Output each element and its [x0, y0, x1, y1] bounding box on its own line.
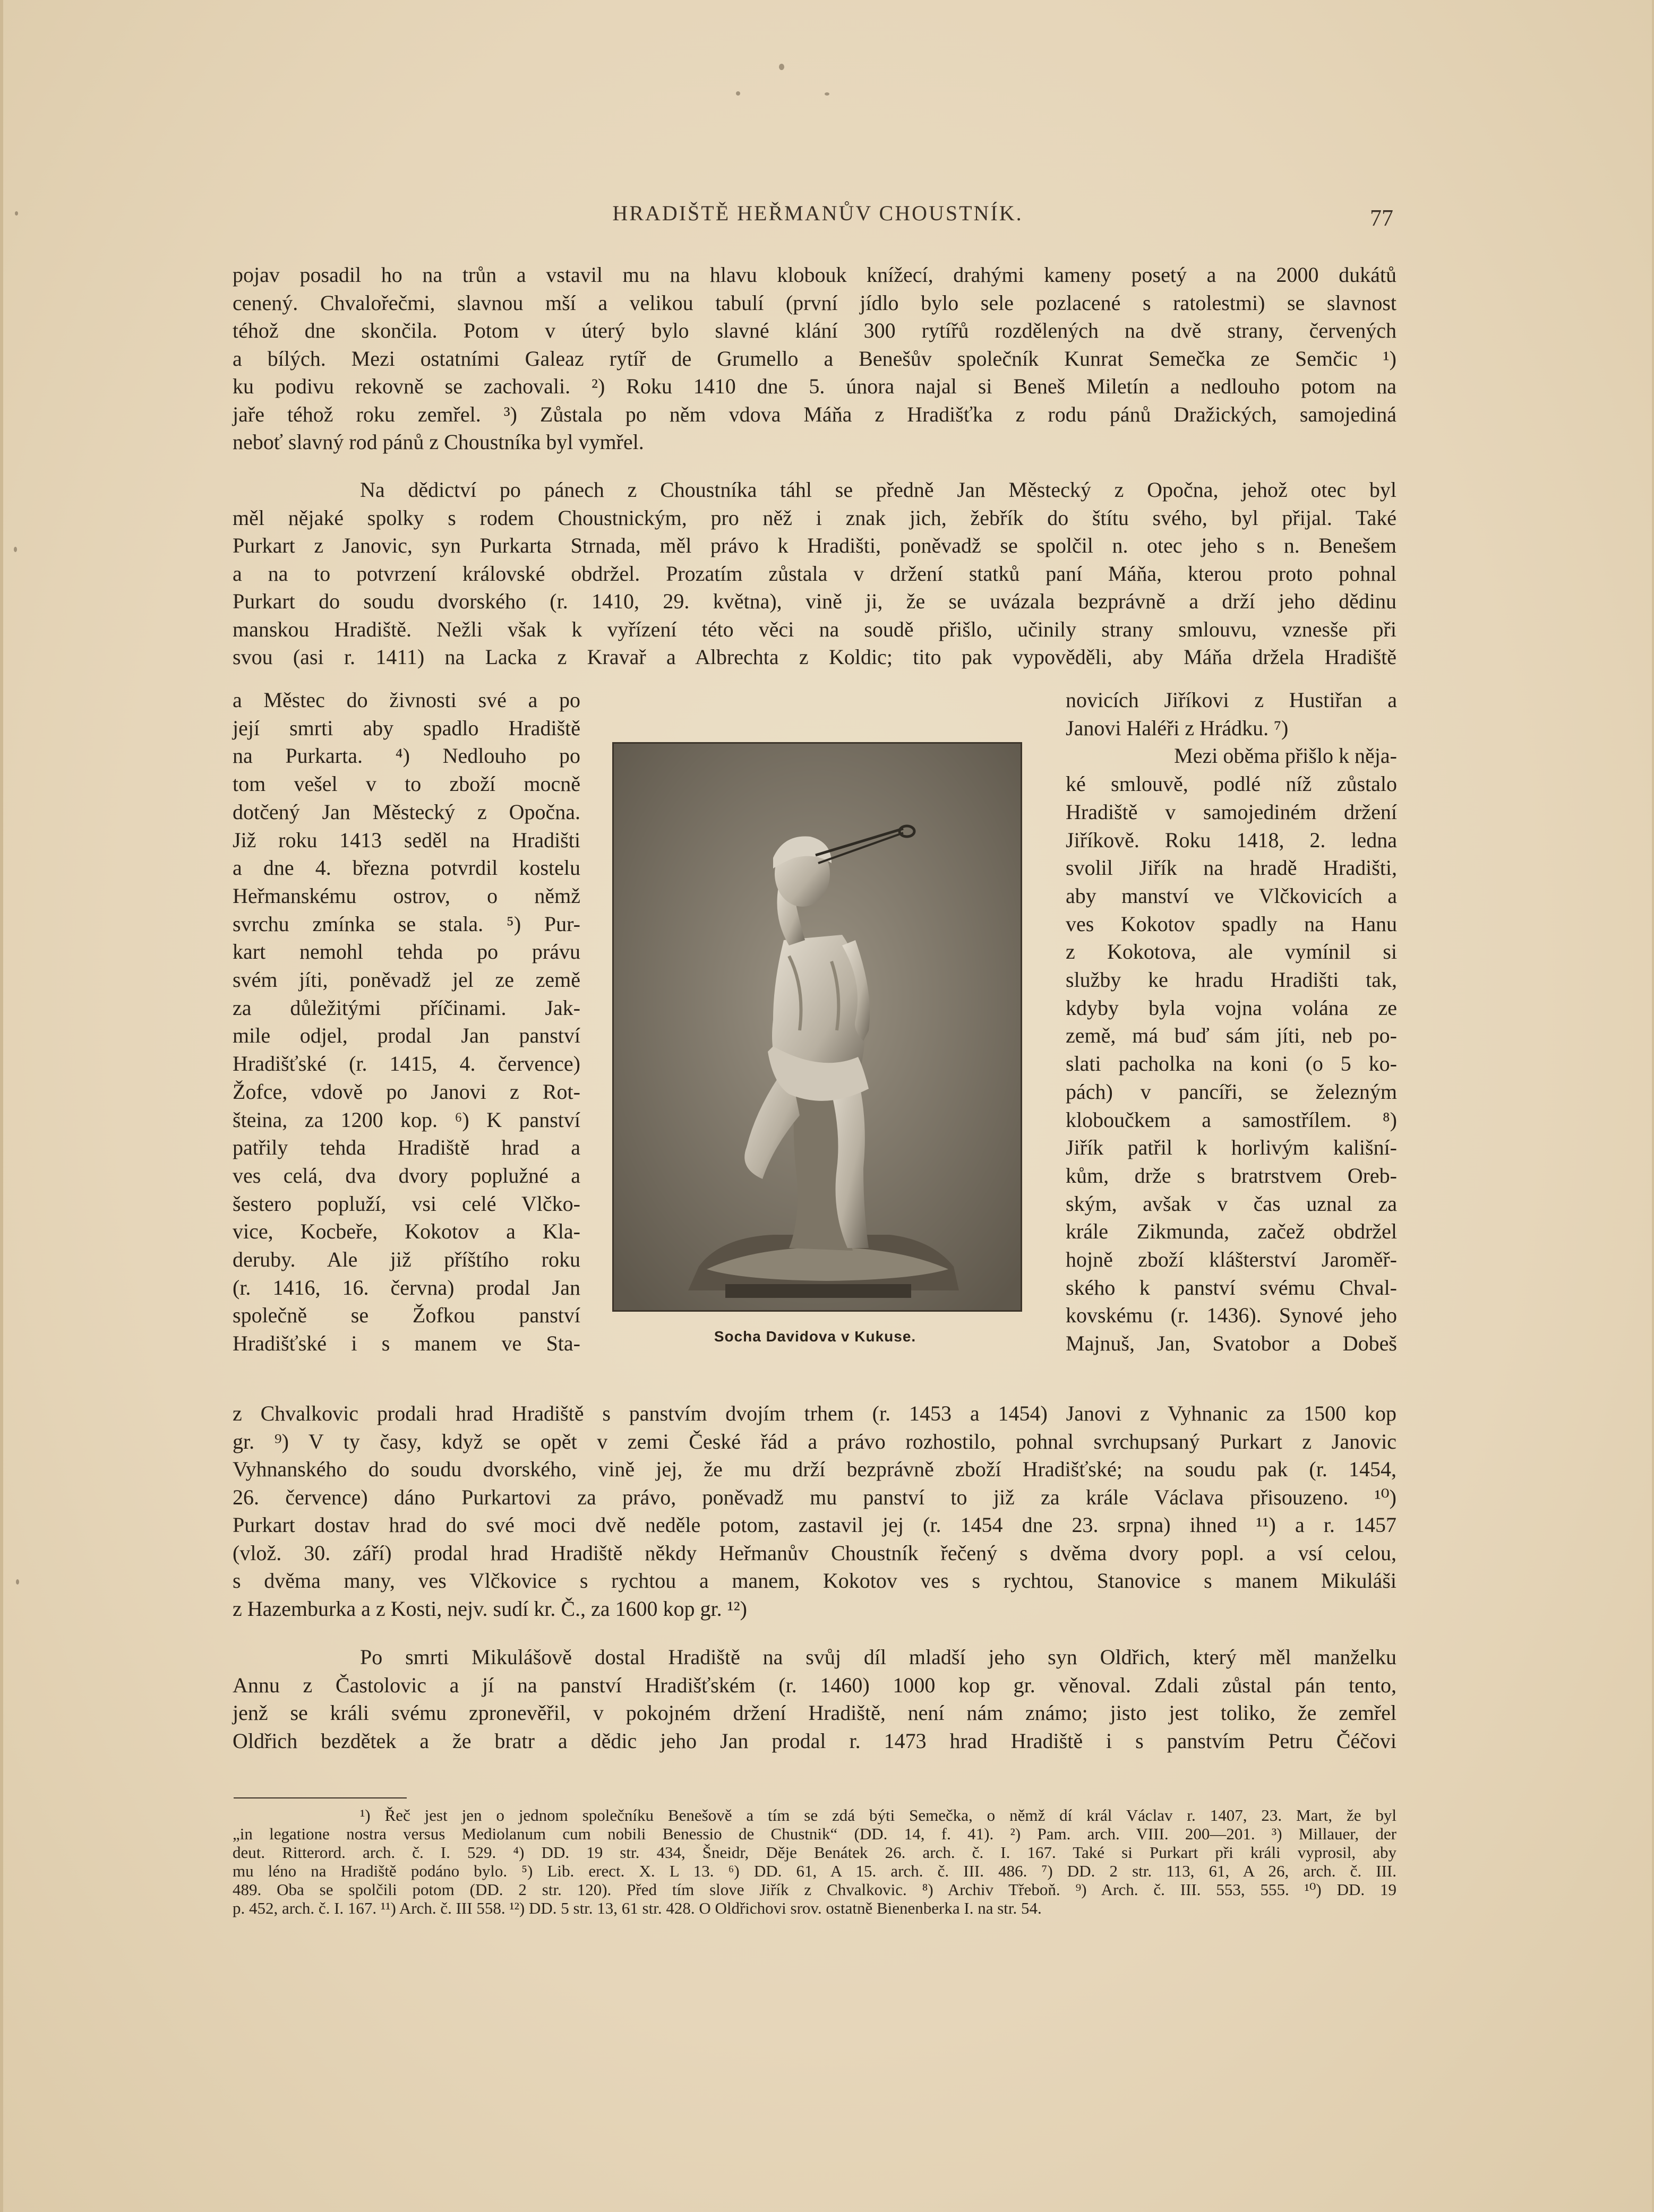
text-line: svrchu zmínka se stala. ⁵) Pur-	[233, 911, 580, 936]
text-line: hojně zboží klášterství Jaroměř-	[1066, 1247, 1397, 1272]
text-line: ku podivu rekovně se zachovali. ²) Roku 1410 dne 5. února najal si Beneš Miletín a nedlouho potom na	[233, 374, 1396, 398]
text-line: z Kokotova, ale vymínil si	[1066, 940, 1397, 964]
text-line: svolil Jiřík na hradě Hradišti,	[1066, 856, 1397, 880]
text-line: (r. 1416, 16. června) prodal Jan	[233, 1275, 580, 1299]
text-line: jenž se králi svému zpronevěřil, v pokojném držení Hradiště, není nám známo; jisto jest toliko, že zemřel	[233, 1701, 1396, 1725]
text-line: Janovi Haléři z Hrádku. ⁷)	[1066, 716, 1289, 740]
text-line: a na to potvrzení královské obdržel. Prozatím zůstala v držení statků paní Máňa, kterou proto pohnal	[233, 561, 1396, 586]
page-edge-left	[0, 0, 3, 2212]
text-line: a bílých. Mezi ostatními Galeaz rytíř de Grumello a Benešův společník Kunrat Semečka ze Semčic ¹)	[233, 346, 1396, 371]
paper-speck	[825, 92, 829, 96]
text-line: z Hazemburka a z Kosti, nejv. sudí kr. Č., za 1600 kop gr. ¹²)	[233, 1596, 747, 1621]
text-line: Oldřich bezdětek a že bratr a dědic jeho Jan prodal r. 1473 hrad Hradiště i s panstvím Petru Čéčovi	[233, 1728, 1396, 1753]
paper-speck	[779, 64, 784, 70]
footnote-divider	[234, 1797, 407, 1798]
text-line: kdyby byla vojna volána ze	[1066, 995, 1397, 1020]
text-line: téhož dne skončila. Potom v úterý bylo slavné klání 300 rytířů rozdělených na dvě strany, červených	[233, 319, 1396, 342]
text-line: Jiřík patřil k horlivým kališní-	[1066, 1135, 1397, 1160]
text-line: Purkart z Janovic, syn Purkarta Strnada, měl právo k Hradišti, poněvadž se spolčil n. otec jeho s n. Benešem	[233, 533, 1396, 557]
text-line: šestero popluží, vsi celé Vlčko-	[233, 1191, 580, 1216]
text-line: cenený. Chvalořečmi, slavnou mší a velikou tabulí (první jídlo bylo sele pozlacené s ratolestmi) se slavnost	[233, 290, 1396, 315]
text-line: manskou Hradiště. Nežli však k vyřízení této věci na soudě přišlo, učinily strany smlouvu, vznesše při	[233, 617, 1396, 641]
figure-caption: Socha Davidova v Kukuse.	[714, 1328, 916, 1345]
text-line: kloboučkem a samostřílem. ⁸)	[1066, 1107, 1397, 1132]
text-line: slati pacholka na koni (o 5 ko-	[1066, 1052, 1397, 1076]
text-line: pojav posadil ho na trůn a vstavil mu na hlavu klobouk knížecí, drahými kameny posetý a na 2000 dukátů	[233, 263, 1396, 287]
text-line: Heřmanskému ostrov, o němž	[233, 883, 580, 908]
paragraph-2	[233, 476, 1396, 672]
text-line: z Chvalkovic prodali hrad Hradiště s panstvím dvojím trhem (r. 1453 a 1454) Janovi z Vyhnanic za 1500 kop	[233, 1401, 1396, 1425]
text-line: ves Kokotov spadly na Hanu	[1066, 911, 1397, 936]
paper-speck	[15, 211, 18, 216]
text-line: ves celá, dva dvory poplužné a	[233, 1163, 580, 1187]
running-head: HRADIŠTĚ HEŘMANŮV CHOUSTNÍK.	[612, 201, 1023, 225]
paragraph-4	[233, 1643, 1396, 1755]
paper-speck	[736, 91, 740, 96]
text-line: s dvěma many, ves Vlčkovice s rychtou a manem, Kokotov ves s rychtou, Stanovice s manem Mikuláši	[233, 1569, 1396, 1593]
text-line: Již roku 1413 seděl na Hradišti	[233, 828, 580, 852]
page-edge-right	[1652, 0, 1654, 2212]
right-column	[1066, 686, 1397, 1358]
text-line: kům, drže s bratrstvem Oreb-	[1066, 1163, 1397, 1187]
text-line: společně se Žofkou panství	[233, 1303, 580, 1328]
text-line: Purkart do soudu dvorského (r. 1410, 29. května), vině ji, že se uvázala bezprávně a drží jeho dědinu	[233, 589, 1396, 613]
text-line: země, má buď sám jíti, neb po-	[1066, 1023, 1397, 1048]
text-line: aby manství ve Vlčkovicích a	[1066, 883, 1397, 908]
text-line: za důležitými příčinami. Jak-	[233, 995, 580, 1020]
paragraph-3	[233, 1400, 1396, 1623]
text-line: 26. července) dáno Purkartovi za právo, poněvadž mu panství to již za krále Václava přisouzeno. ¹⁰)	[233, 1485, 1396, 1509]
text-line: Žofce, vdově po Janovi z Rot-	[233, 1079, 580, 1104]
text-line: na Purkarta. ⁴) Nedlouho po	[233, 744, 580, 768]
text-line: svém jíti, poněvadž jel ze země	[233, 968, 580, 992]
text-line: Annu z Častolovic a jí na panství Hradišťském (r. 1460) 1000 kop gr. věnoval. Zdali zůstal pán tento,	[233, 1673, 1396, 1697]
text-line: a Městec do živnosti své a po	[233, 688, 580, 712]
text-line: svou (asi r. 1411) na Lacka z Kravař a Albrechta z Koldic; tito pak vypověděli, aby Máňa držela Hradiště	[233, 645, 1396, 669]
text-line: ského k panství svému Chval-	[1066, 1275, 1397, 1299]
footnote-line: mu léno na Hradiště podáno bylo. ⁵) Lib. erect. X. L 13. ⁶) DD. 61, A 15. arch. č. III. 486. ⁷) DD. 2 str. 113, 61, A 26, arch. č. III.	[233, 1862, 1396, 1880]
text-line: mile odjel, prodal Jan panství	[233, 1023, 580, 1048]
paper-speck	[14, 547, 17, 552]
page-number: 77	[1370, 205, 1393, 231]
footnote-line: „in legatione nostra versus Mediolanum cum nobili Benessio de Chustnik“ (DD. 14, f. 41). ²) Pam. arch. VIII. 200—201. ³) Millauer, der	[233, 1824, 1396, 1843]
footnote-line: p. 452, arch. č. I. 167. ¹¹) Arch. č. III 558. ¹²) DD. 5 str. 13, 61 str. 428. O Oldřichovi srov. ostatně Bienenberka I. na str. 54.	[233, 1899, 1042, 1917]
footnote-line: 489. Oba se spolčili potom (DD. 2 str. 120). Před tím slove Jiřík z Chvalkovic. ⁸) Archiv Třeboň. ⁹) Arch. č. III. 553, 555. ¹⁰) DD. 19	[233, 1880, 1396, 1899]
text-line: Po smrti Mikulášově dostal Hradiště na svůj díl mladší jeho syn Oldřich, který měl manželku	[360, 1645, 1396, 1669]
text-line: patřily tehda Hradiště hrad a	[233, 1135, 580, 1160]
text-line: jaře téhož roku zemřel. ³) Zůstala po něm vdova Máňa z Hradišťka z rodu pánů Dražických, samojediná	[233, 402, 1396, 426]
text-line: gr. ⁹) V ty časy, když se opět v zemi České řád a právo rozhostilo, pohnal svrchupsaný Purkart z Janovic	[233, 1429, 1396, 1453]
text-line: kovskému (r. 1436). Synové jeho	[1066, 1303, 1397, 1328]
paper-speck	[16, 1579, 19, 1585]
text-line: Hradišťské i s manem ve Sta-	[233, 1331, 580, 1356]
text-line: Jiříkově. Roku 1418, 2. ledna	[1066, 828, 1397, 852]
text-line: dotčený Jan Městecký z Opočna.	[233, 799, 580, 824]
text-line: neboť slavný rod pánů z Choustníka byl vymřel.	[233, 430, 644, 454]
text-line: krále Zikmunda, začež obdržel	[1066, 1219, 1397, 1244]
footnote-line: ¹) Řeč jest jen o jednom společníku Benešově a tím se zdá býti Semečka, o němž dí král Václav r. 1407, 23. Mart, že byl	[360, 1806, 1396, 1824]
text-line: ským, avšak v čas uznal za	[1066, 1191, 1397, 1216]
footnotes	[233, 1806, 1396, 1917]
paragraph-1	[233, 261, 1396, 457]
text-line: tom vešel v to zboží mocně	[233, 772, 580, 796]
text-line: Vyhnanského do soudu dvorského, vině jej, že mu drží bezprávně zboží Hradišťské; na soudu pak (r. 1454,	[233, 1457, 1396, 1481]
text-line: a dne 4. března potvrdil kostelu	[233, 856, 580, 880]
text-line: ké smlouvě, podlé níž zůstalo	[1066, 772, 1397, 796]
text-line: Purkart dostav hrad do své moci dvě neděle potom, zastavil jej (r. 1454 dne 23. srpna) ihned ¹¹) a r. 1457	[233, 1513, 1396, 1537]
text-line: měl nějaké spolky s rodem Choustnickým, pro něž i znak jich, žebřík do štítu svého, byl přijal. Také	[233, 505, 1396, 530]
text-line: Hradiště v samojediném držení	[1066, 799, 1397, 824]
text-line: kart nemohl tehda po právu	[233, 940, 580, 964]
text-line: služby ke hradu Hradišti tak,	[1066, 968, 1397, 992]
left-column	[233, 686, 580, 1358]
text-line: Majnuš, Jan, Svatobor a Dobeš	[1066, 1331, 1397, 1356]
text-line: Hradišťské (r. 1415, 4. července)	[233, 1052, 580, 1076]
text-line: její smrti aby spadlo Hradiště	[233, 716, 580, 740]
text-line: Na dědictví po pánech z Choustníka táhl se předně Jan Městecký z Opočna, jehož otec byl	[360, 478, 1396, 502]
text-line: vice, Kocbeře, Kokotov a Kla-	[233, 1219, 580, 1244]
text-line: (vlož. 30. září) prodal hrad Hradiště někdy Heřmanův Choustník řečený s dvěma dvory popl. a vsí celou,	[233, 1540, 1396, 1565]
text-line: novicích Jiříkovi z Hustiřan a	[1066, 688, 1397, 712]
text-line: šteina, za 1200 kop. ⁶) K panství	[233, 1107, 580, 1132]
footnote-line: deut. Ritterord. arch. č. I. 529. ⁴) DD. 19 str. 434, Šneidr, Děje Benátek 26. arch. č. I. 167. Také si Purkart při králi vyprosil, aby	[233, 1843, 1396, 1862]
text-line: pách) v pancíři, se železným	[1066, 1079, 1397, 1104]
statue-photograph	[612, 742, 1022, 1312]
text-line: Mezi oběma přišlo k něja-	[1174, 744, 1397, 768]
text-line: deruby. Ale již příštího roku	[233, 1247, 580, 1272]
